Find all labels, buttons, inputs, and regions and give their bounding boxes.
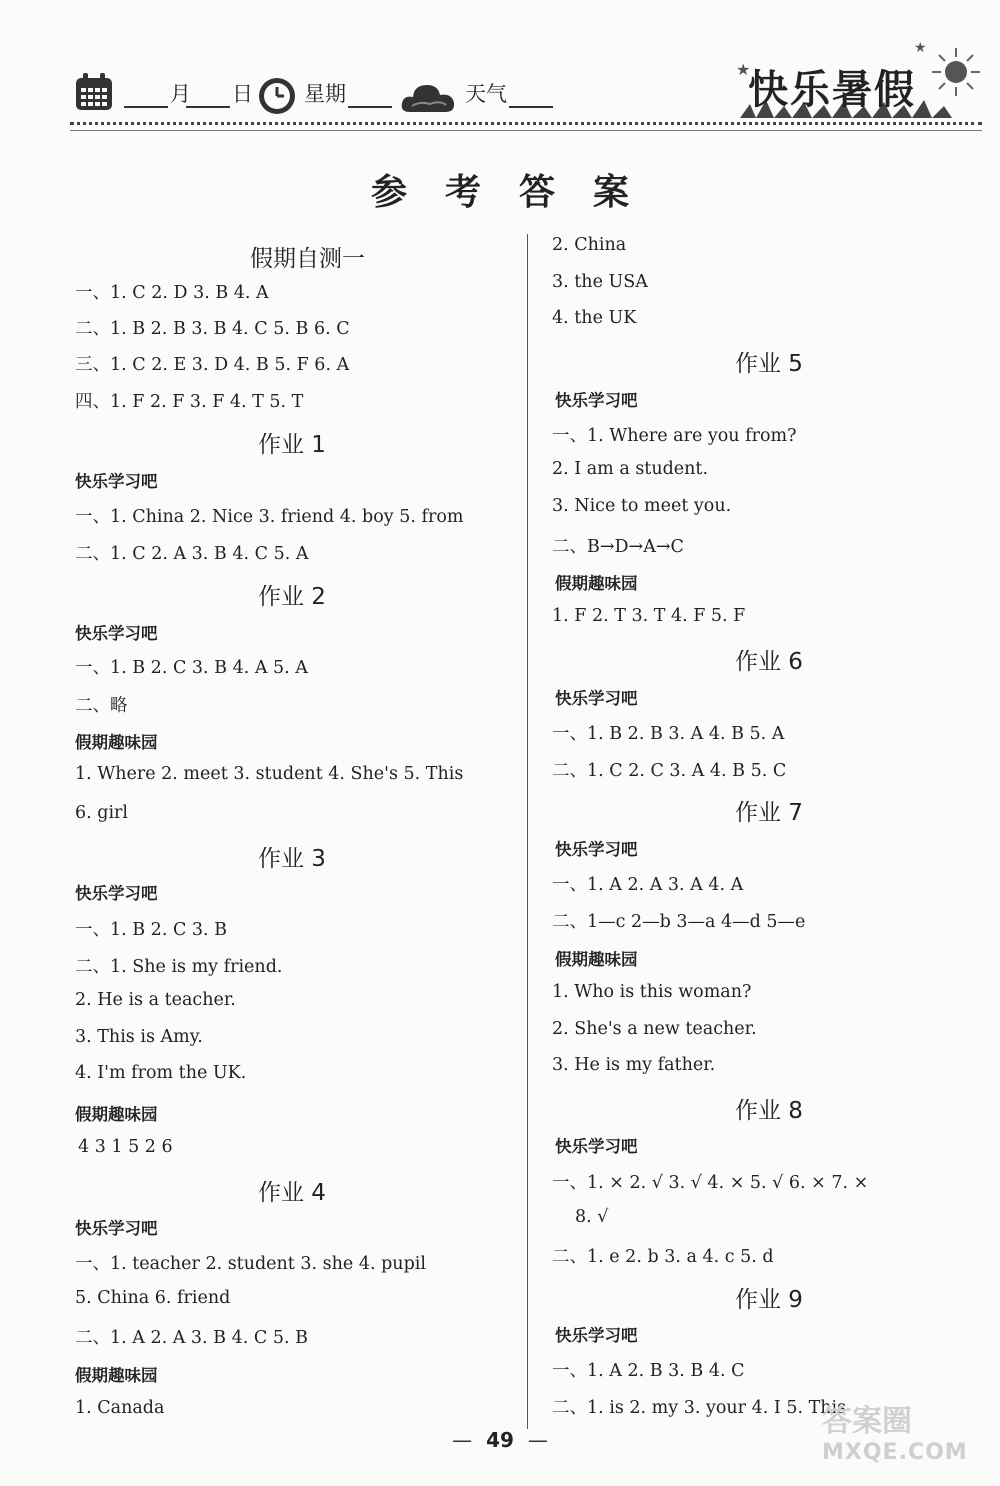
subsection-heading: 快乐学习吧 (555, 391, 638, 410)
answer-line: 二、1. C 2. A 3. B 4. C 5. A (75, 544, 309, 564)
brand-title: 快乐暑假 (748, 67, 916, 113)
page-header (0, 0, 1000, 130)
answer-line: 二、1. C 2. C 3. A 4. B 5. C (552, 761, 787, 781)
answer-line: 2. She's a new teacher. (552, 1019, 757, 1039)
sun-icon (930, 46, 982, 98)
subsection-heading: 快乐学习吧 (75, 624, 158, 643)
answer-line: 一、1. China 2. Nice 3. friend 4. boy 5. from (75, 507, 464, 527)
date-month-field: 月 (122, 78, 191, 108)
answer-line: 一、1. × 2. √ 3. √ 4. × 5. √ 6. × 7. × (552, 1173, 869, 1193)
answer-line: 一、1. teacher 2. student 3. she 4. pupil (75, 1254, 426, 1274)
section-heading: 作业 3 (258, 846, 326, 872)
answer-line: 1. F 2. T 3. T 4. F 5. F (552, 606, 746, 626)
answer-line: 2. He is a teacher. (75, 990, 236, 1010)
answer-line: 二、B→D→A→C (552, 537, 684, 557)
subsection-heading: 快乐学习吧 (555, 1326, 638, 1345)
star-icon: ★ (736, 60, 751, 79)
section-heading: 作业 2 (258, 584, 326, 610)
answer-line: 5. China 6. friend (75, 1288, 231, 1308)
answer-line: 8. √ (575, 1207, 609, 1227)
answer-line: 4 3 1 5 2 6 (78, 1137, 173, 1157)
subsection-heading: 假期趣味园 (75, 733, 158, 752)
calendar-icon (74, 72, 114, 112)
answer-line: 1. Who is this woman? (552, 982, 752, 1002)
clock-icon (257, 76, 297, 116)
subsection-heading: 快乐学习吧 (75, 1219, 158, 1238)
answer-line: 二、略 (75, 696, 128, 716)
subsection-heading: 假期趣味园 (75, 1366, 158, 1385)
answer-line: 二、1. A 2. A 3. B 4. C 5. B (75, 1328, 308, 1348)
answer-line: 一、1. A 2. A 3. A 4. A (552, 875, 744, 895)
date-day-field: 日 (184, 78, 253, 108)
answer-line: 1. Canada (75, 1398, 165, 1418)
star-icon: ★ (914, 40, 927, 56)
watermark (822, 1396, 968, 1465)
subsection-heading: 快乐学习吧 (555, 840, 638, 859)
header-divider (70, 130, 982, 131)
answer-line: 一、1. A 2. B 3. B 4. C (552, 1361, 745, 1381)
answer-line: 二、1. B 2. B 3. B 4. C 5. B 6. C (75, 319, 350, 339)
answer-line: 2. I am a student. (552, 459, 709, 479)
section-heading: 作业 9 (735, 1287, 803, 1313)
answer-line: 二、1. is 2. my 3. your 4. I 5. This (552, 1398, 847, 1418)
answer-line: 一、1. B 2. C 3. B (75, 920, 228, 940)
answer-line: 2. China (552, 235, 627, 255)
answer-line: 6. girl (75, 803, 129, 823)
answer-line: 二、1—c 2—b 3—a 4—d 5—e (552, 912, 806, 932)
subsection-heading: 快乐学习吧 (555, 689, 638, 708)
answer-line: 3. Nice to meet you. (552, 496, 732, 516)
column-divider (527, 234, 528, 1429)
section-heading: 作业 7 (735, 800, 803, 826)
answer-line: 4. I'm from the UK. (75, 1063, 247, 1083)
answer-line: 一、1. B 2. C 3. B 4. A 5. A (75, 658, 308, 678)
page-number: 49 (486, 1428, 514, 1452)
header-dotted-divider (70, 122, 982, 125)
subsection-heading: 假期趣味园 (75, 1105, 158, 1124)
subsection-heading: 快乐学习吧 (75, 884, 158, 903)
answer-line: 3. This is Amy. (75, 1027, 203, 1047)
subsection-heading: 快乐学习吧 (75, 472, 158, 491)
section-heading: 作业 6 (735, 649, 803, 675)
weekday-field: 星期 (304, 78, 394, 108)
subsection-heading: 快乐学习吧 (555, 1137, 638, 1156)
answer-line: 一、1. Where are you from? (552, 426, 797, 446)
answer-line: 一、1. C 2. D 3. B 4. A (75, 283, 269, 303)
answer-line: 二、1. She is my friend. (75, 957, 283, 977)
page-footer: — 49 — (452, 1428, 548, 1452)
answer-line: 3. the USA (552, 272, 648, 292)
section-heading: 作业 5 (735, 351, 803, 377)
cloud-icon (400, 80, 456, 114)
answer-line: 四、1. F 2. F 3. F 4. T 5. T (75, 392, 304, 412)
subsection-heading: 假期趣味园 (555, 950, 638, 969)
answer-line: 二、1. e 2. b 3. a 4. c 5. d (552, 1247, 774, 1267)
section-heading: 作业 4 (258, 1180, 326, 1206)
section-heading: 假期自测一 (250, 246, 365, 272)
answer-line: 4. the UK (552, 308, 637, 328)
watermark-url: MXQE.COM (822, 1440, 968, 1465)
weather-field: 天气 (465, 78, 555, 108)
watermark-logo-text: 答案圈 (822, 1404, 912, 1439)
page-title: 参考答案 (370, 172, 667, 213)
answer-line: 一、1. B 2. B 3. A 4. B 5. A (552, 724, 785, 744)
section-heading: 作业 8 (735, 1098, 803, 1124)
answer-line: 3. He is my father. (552, 1055, 716, 1075)
answer-line: 三、1. C 2. E 3. D 4. B 5. F 6. A (75, 355, 350, 375)
answer-line: 1. Where 2. meet 3. student 4. She's 5. This (75, 764, 464, 784)
section-heading: 作业 1 (258, 432, 326, 458)
subsection-heading: 假期趣味园 (555, 574, 638, 593)
